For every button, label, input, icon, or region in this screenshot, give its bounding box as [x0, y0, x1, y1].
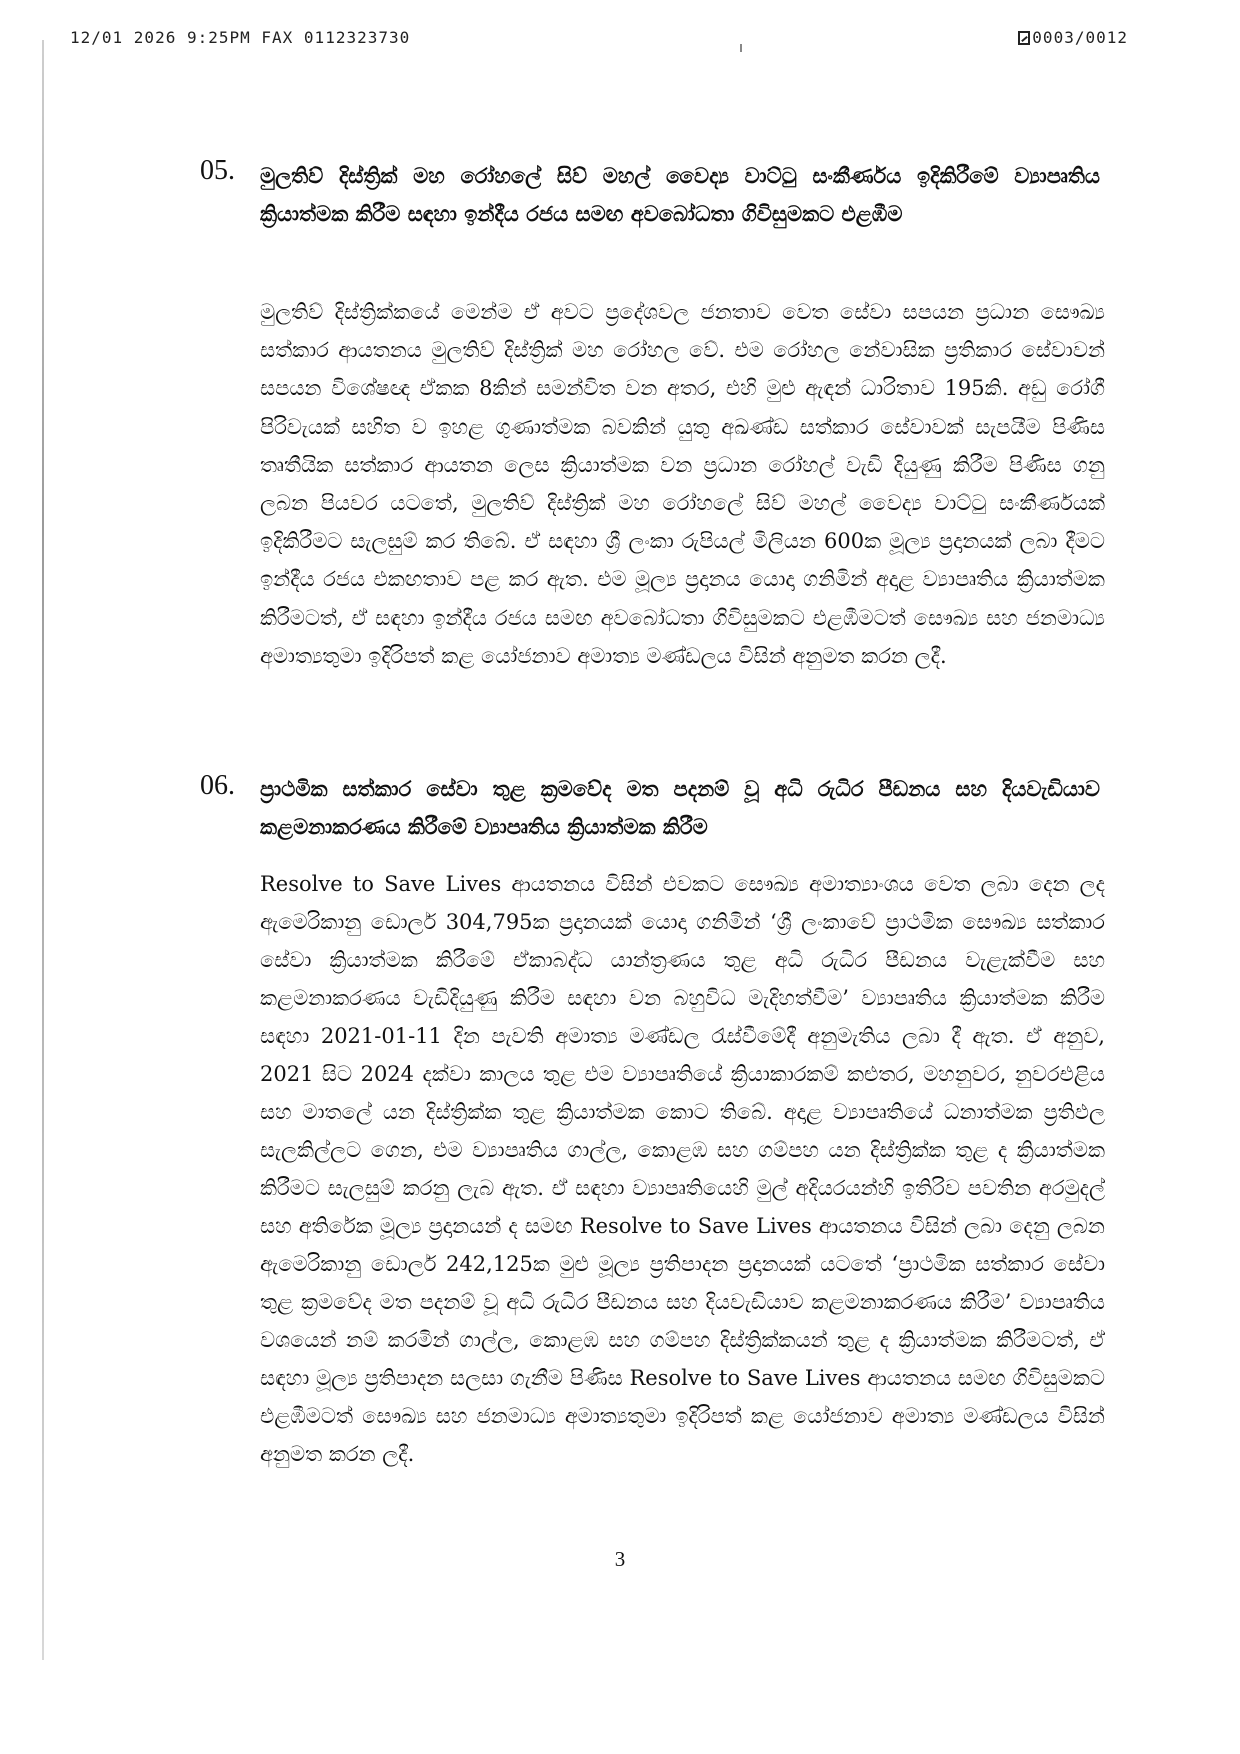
section-number: 06. [200, 770, 235, 801]
section-body: මුලතිව් දිස්ත්‍රික්කයේ මෙන්ම ඒ අවට ප්‍රදේශවල ජනතාව වෙත සේවා සපයන ප්‍රධාන සෞඛ්‍ය සත්කාර ආයතනය මුලතිව් දිස්ත්‍රික් මහ රෝහල වේ. එම රෝහල නේවාසික ප්‍රතිකාර සේවාවන් සපයන විශේෂඥ ඒකක 8කින් සමන්විත වන අතර, එහි මුළු ඇඳන් ධාරිතාව 195කි. අඩු රෝගී පිරිවැයක් සහිත ව ඉහළ ගුණාත්මක බවකින් යුතු අඛණ්ඩ සත්කාර සේවාවක් සැපයීම පිණිස තෘතීයික සත්කාර ආයතන ලෙස ක්‍රියාත්මක වන ප්‍රධාන රෝහල් වැඩි දියුණු කිරීම පිණිස ගනු ලබන පියවර යටතේ, මුලතිව් දිස්ත්‍රික් මහ රෝහලේ සිව් මහල් වෛද්‍ය වාට්ටු සංකීර්ණයක් ඉදිකිරීමට සැලසුම් කර තිබේ. ඒ සඳහා ශ්‍රී ලංකා රුපියල් මිලියන 600ක මූල්‍ය ප්‍රදානයක් ලබා දීමට ඉන්දීය රජය එකඟතාව පළ කර ඇත. එම මූල්‍ය ප්‍රදානය යොදා ගනිමින් අදාළ ව්‍යාපෘතිය ක්‍රියාත්මක කිරීමටත්, ඒ සඳහා ඉන්දීය රජය සමඟ අවබෝධතා ගිවිසුමකට එළඹීමටත් සෞඛ්‍ය සහ ජනමාධ්‍ය අමාත්‍යතුමා ඉදිරිපත් කළ යෝජනාව අමාත්‍ය මණ්ඩලය විසින් අනුමත කරන ලදී. [260, 300, 1105, 668]
fax-page-count: 0003/0012 [1032, 28, 1128, 47]
section-title: මුලතිව් දිස්ත්‍රික් මහ රෝහලේ සිව් මහල් වෛද්‍ය වාට්ටු සංකීර්ණය ඉදිකිරීමේ ව්‍යාපෘතිය ක්‍රියාත්මක කිරීම සඳහා ඉන්දීය රජය සමඟ අවබෝධතා ගිවිසුමකට එළඹීම [260, 163, 1100, 226]
fax-header [0, 22, 1240, 52]
scan-edge-line [42, 40, 44, 1660]
fax-checkbox-icon [1018, 31, 1030, 45]
fax-header-left: 12/01 2026 9:25PM FAX 0112323730 [70, 28, 411, 47]
section-body: Resolve to Save Lives ආයතනය විසින් එවකට සෞඛ්‍ය අමාත්‍යාංශය වෙත ලබා දෙන ලද ඇමෙරිකානු ඩොලර් 304,795ක ප්‍රදානයක් යොදා ගනිමින් ‘ශ්‍රී ලංකාවේ ප්‍රාථමික සෞඛ්‍ය සත්කාර සේවා ක්‍රියාත්මක කිරීමේ ඒකාබද්ධ යාන්ත්‍රණය තුළ අධි රුධිර පීඩනය වැළැක්වීම සහ කළමනාකරණය වැඩිදියුණු කිරීම සඳහා වන බහුවිධ මැදිහත්වීම’ ව්‍යාපෘතිය ක්‍රියාත්මක කිරීම සඳහා 2021-01-11 දින පැවති අමාත්‍ය මණ්ඩල රැස්වීමේදී අනුමැතිය ලබා දී ඇත. ඒ අනුව, 2021 සිට 2024 දක්වා කාලය තුළ එම ව්‍යාපෘතියේ ක්‍රියාකාරකම් කළුතර, මහනුවර, නුවරඑළිය සහ මාතලේ යන දිස්ත්‍රික්ක තුළ ක්‍රියාත්මක කොට තිබේ. අදාළ ව්‍යාපෘතියේ ධනාත්මක ප්‍රතිඵල සැලකිල්ලට ගෙන, එම ව්‍යාපෘතිය ගාල්ල, කොළඹ සහ ගම්පහ යන දිස්ත්‍රික්ක තුළ ද ක්‍රියාත්මක කිරීමට සැලසුම් කරනු ලැබ ඇත. ඒ සඳහා ව්‍යාපෘතියෙහි මුල් අදියරයන්හි ඉතිරිව පවතින අරමුදල් සහ අතිරේක මූල්‍ය ප්‍රදානයන් ද සමඟ Resolve to Save Lives ආයතනය විසින් ලබා දෙනු ලබන ඇමෙරිකානු ඩොලර් 242,125ක මුළු මූල්‍ය ප්‍රතිපාදන ප්‍රදානයක් යටතේ ‘ප්‍රාථමික සත්කාර සේවා තුළ ක්‍රමවේද මත පදනම් වූ අධි රුධිර පීඩනය සහ දියවැඩියාව කළමනාකරණය කිරීම’ ව්‍යාපෘතිය වශයෙන් නම් කරමින් ගාල්ල, කොළඹ සහ ගම්පහ දිස්ත්‍රික්කයන් තුළ ද ක්‍රියාත්මක කිරීමටත්, ඒ සඳහා මූල්‍ය ප්‍රතිපාදන සලසා ගැනීම පිණිස Resolve to Save Lives ආයතනය සමඟ ගිවිසුමකට එළඹීමටත් සෞඛ්‍ය සහ ජනමාධ්‍ය අමාත්‍යතුමා ඉදිරිපත් කළ යෝජනාව අමාත්‍ය මණ්ඩලය විසින් අනුමත කරන ලදී. [260, 872, 1105, 1466]
page-number: 3 [614, 1547, 626, 1571]
fax-header-right [1018, 28, 1128, 47]
section-number: 05. [200, 155, 235, 186]
section-title: ප්‍රාථමික සත්කාර සේවා තුළ ක්‍රමවේද මත පදනම් වූ අධි රුධිර පීඩනය සහ දියවැඩියාව කළමනාකරණය කිරීමේ ව්‍යාපෘතිය ක්‍රියාත්මක කිරීම [260, 776, 1100, 839]
